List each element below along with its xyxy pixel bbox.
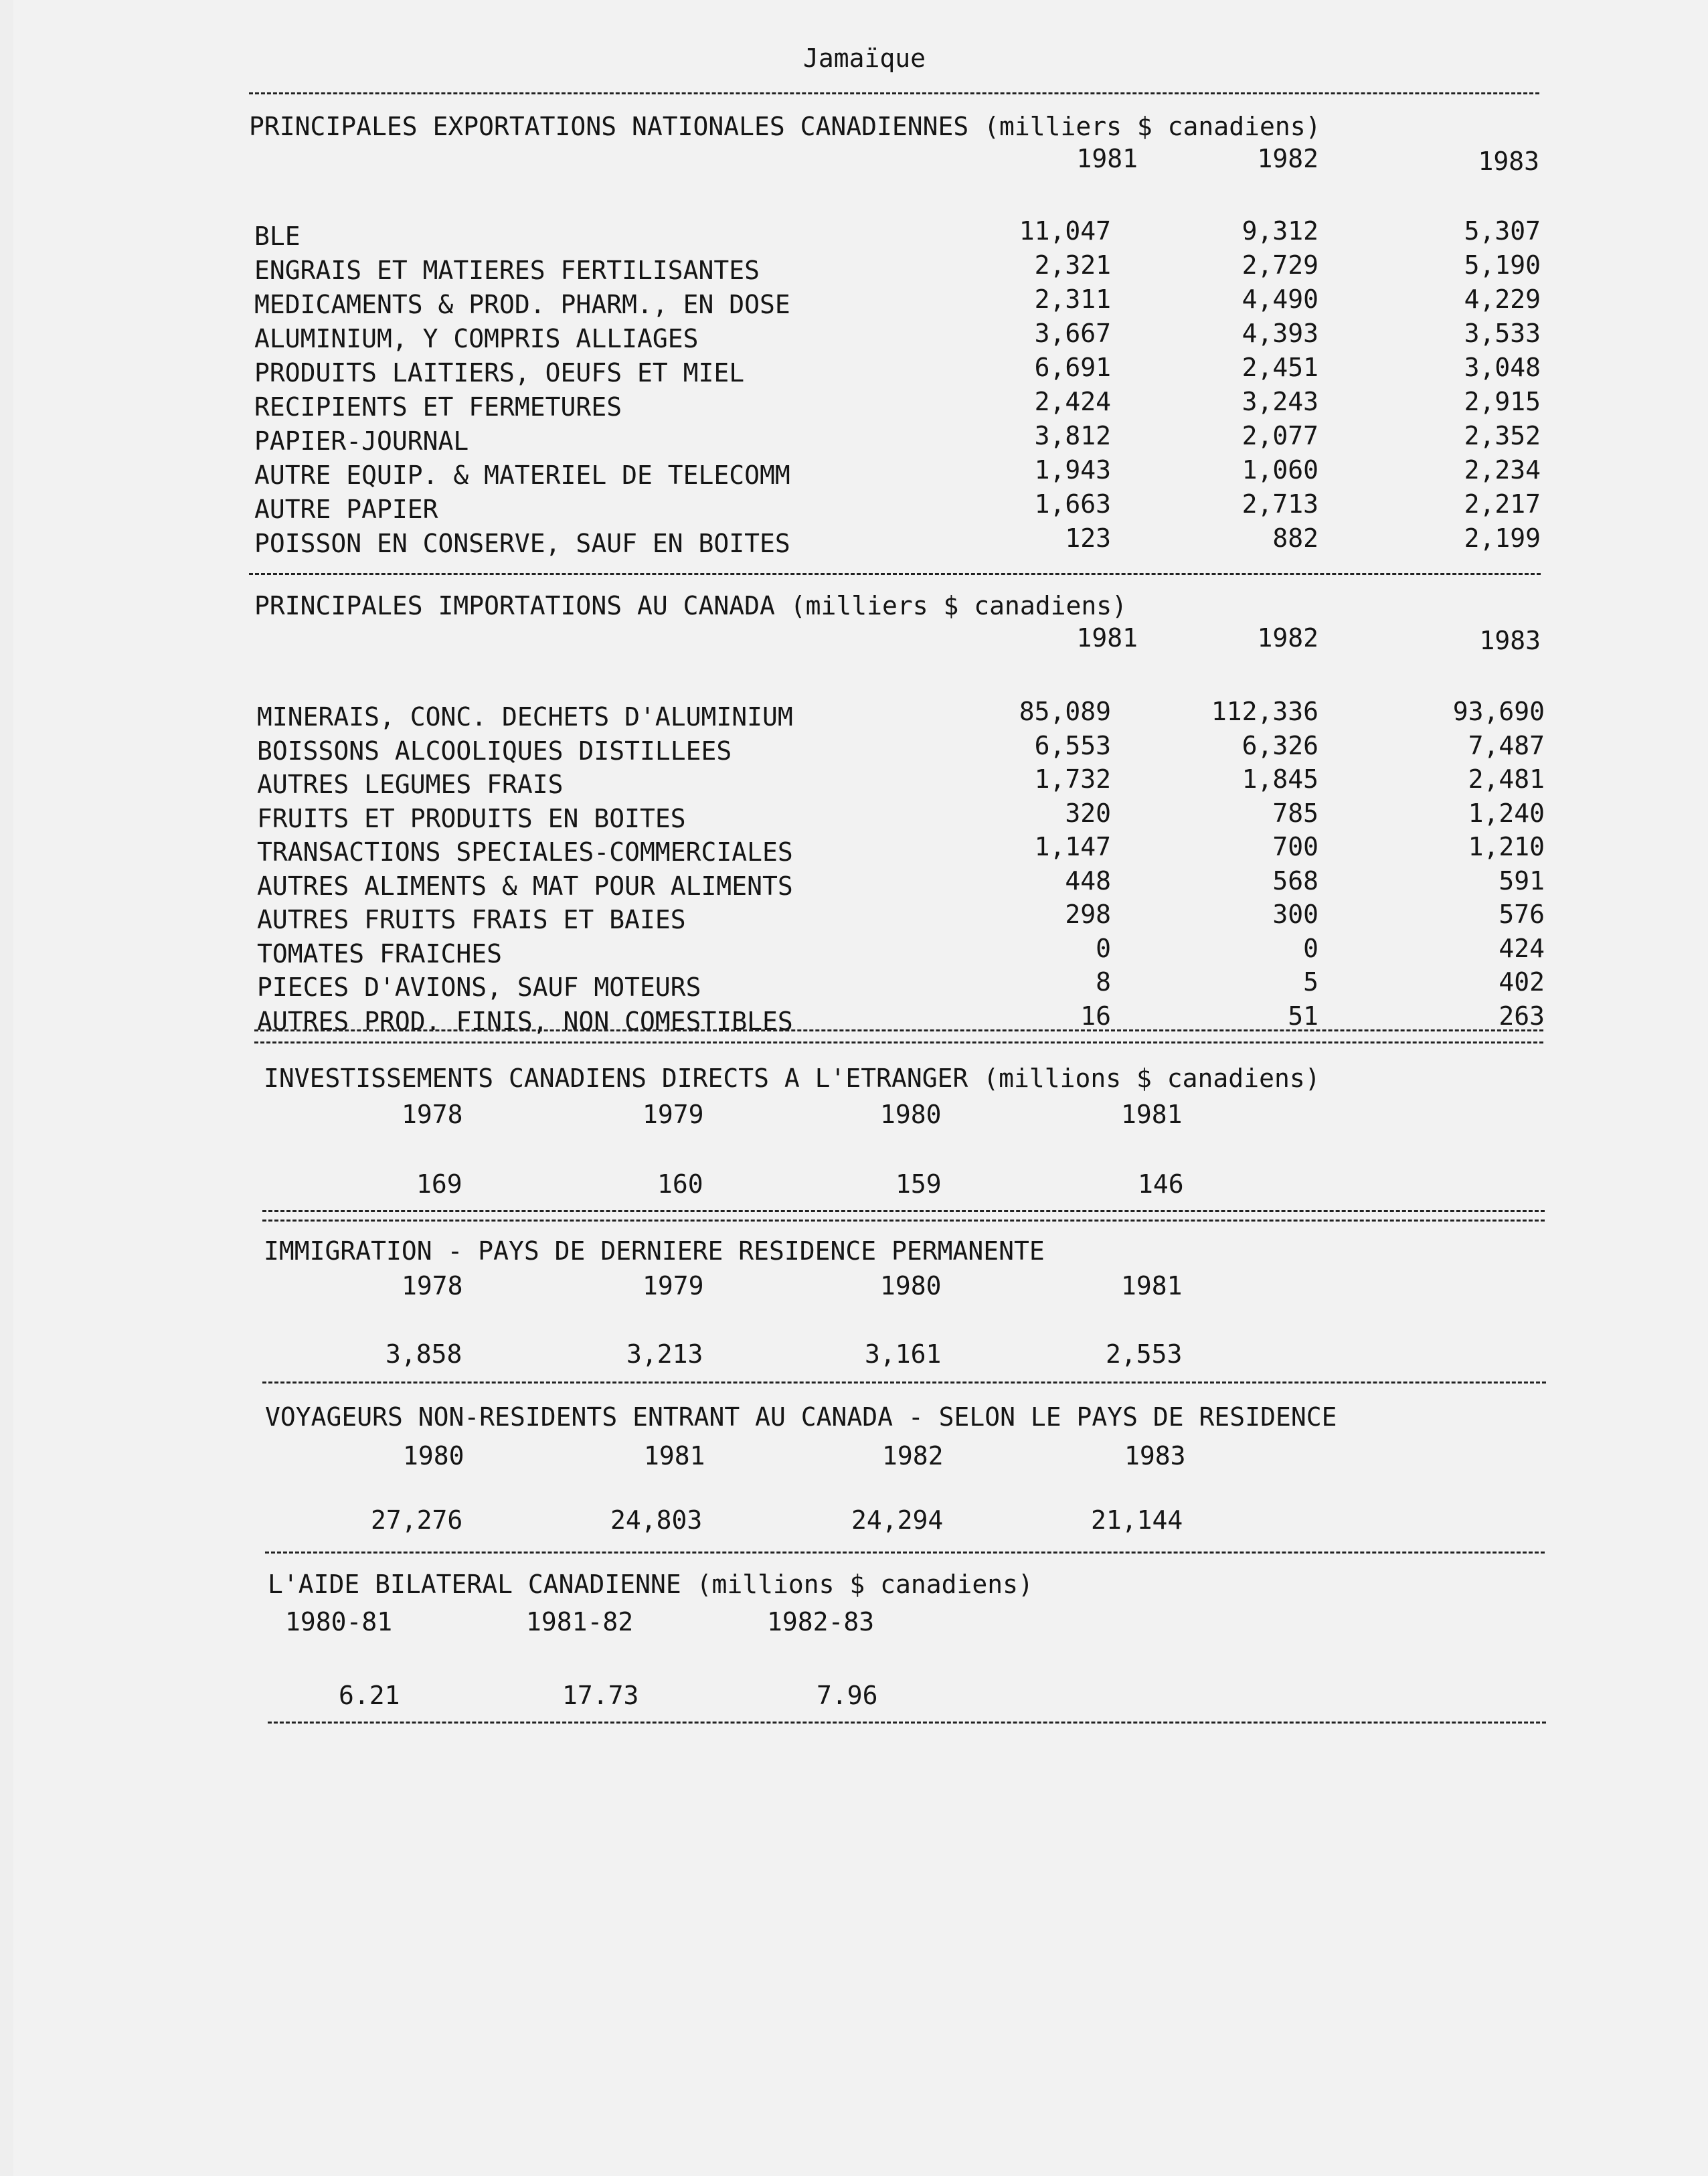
imports-row-value: 785 [1272,798,1318,828]
immigration-year: 1979 [643,1271,704,1301]
exports-row-value: 2,321 [1034,250,1111,280]
show-through [549,40,580,99]
exports-row-value: 1,060 [1242,455,1318,485]
exports-row-value: 2,915 [1464,387,1541,416]
exports-year-1: 1981 [1076,144,1138,173]
imports-row-value: 6,326 [1242,730,1318,760]
imports-row-label: MINERAIS, CONC. DECHETS D'ALUMINIUM [257,702,793,732]
imports-row-value: 5 [1303,967,1318,997]
exports-row-value: 3,048 [1464,353,1541,382]
exports-row-value: 3,812 [1034,421,1111,450]
imports-row-value: 402 [1499,967,1545,997]
travellers-year: 1981 [644,1441,705,1471]
imports-row-value: 1,732 [1034,764,1111,794]
exports-row-value: 5,190 [1464,250,1541,280]
travellers-title: VOYAGEURS NON-RESIDENTS ENTRANT AU CANADA - SELON LE PAYS DE RESIDENCE [265,1402,1337,1432]
exports-title: PRINCIPALES EXPORTATIONS NATIONALES CANADIENNES (milliers $ canadiens) [249,112,1321,141]
investments-value: 160 [657,1169,703,1199]
exports-row-label: POISSON EN CONSERVE, SAUF EN BOITES [254,529,790,558]
divider [262,1220,1545,1222]
travellers-year: 1982 [882,1441,944,1471]
investments-value: 146 [1138,1169,1184,1199]
imports-row-value: 93,690 [1452,697,1545,726]
divider [265,1552,1545,1554]
investments-year: 1981 [1121,1100,1183,1129]
divider [254,1029,1543,1031]
aid-year: 1981-82 [526,1607,634,1637]
investments-year: 1978 [402,1100,463,1129]
aid-year: 1982-83 [767,1607,875,1637]
exports-year-2: 1982 [1257,144,1318,173]
travellers-value: 21,144 [1091,1505,1183,1535]
exports-row-value: 4,229 [1464,284,1541,314]
imports-year-1: 1981 [1076,623,1138,653]
immigration-value: 2,553 [1106,1339,1183,1369]
travellers-value: 27,276 [371,1505,463,1535]
exports-row-label: ALUMINIUM, Y COMPRIS ALLIAGES [254,324,699,353]
imports-row-value: 2,481 [1468,764,1545,794]
divider [249,92,1539,94]
imports-row-value: 1,147 [1034,832,1111,861]
exports-row-value: 3,533 [1464,319,1541,348]
imports-row-value: 8 [1096,967,1111,997]
exports-row-label: MEDICAMENTS & PROD. PHARM., EN DOSE [254,290,790,319]
immigration-year: 1981 [1121,1271,1183,1301]
travellers-year: 1983 [1124,1441,1186,1471]
exports-row-value: 123 [1065,523,1111,553]
exports-row-value: 9,312 [1242,216,1318,246]
aid-value: 6.21 [339,1681,400,1710]
aid-value: 17.73 [562,1681,639,1710]
imports-row-value: 424 [1499,933,1545,963]
imports-row-value: 1,210 [1468,832,1545,861]
exports-row-value: 2,199 [1464,523,1541,553]
exports-row-value: 3,667 [1034,319,1111,348]
imports-row-value: 700 [1272,832,1318,861]
travellers-year: 1980 [403,1441,464,1471]
imports-row-label: TRANSACTIONS SPECIALES-COMMERCIALES [257,837,793,867]
imports-row-value: 568 [1272,865,1318,896]
divider [262,1210,1545,1212]
travellers-value: 24,294 [851,1505,944,1535]
exports-row-value: 3,243 [1242,387,1318,416]
divider [249,573,1541,575]
immigration-value: 3,161 [865,1339,942,1369]
exports-row-value: 2,217 [1464,489,1541,519]
imports-row-value: 112,336 [1211,697,1318,726]
imports-row-label: AUTRES LEGUMES FRAIS [257,770,564,799]
imports-title: PRINCIPALES IMPORTATIONS AU CANADA (milliers $ canadiens) [254,591,1128,620]
aid-title: L'AIDE BILATERAL CANADIENNE (millions $ canadiens) [268,1570,1033,1599]
exports-row-label: RECIPIENTS ET FERMETURES [254,392,622,422]
imports-row-value: 576 [1499,900,1545,929]
imports-row-value: 320 [1065,798,1111,828]
immigration-year: 1980 [880,1271,942,1301]
exports-row-value: 2,352 [1464,421,1541,450]
exports-row-value: 2,311 [1034,284,1111,314]
divider [262,1382,1546,1384]
exports-row-value: 11,047 [1019,216,1111,246]
page-header-country: Jamaïque [803,44,926,73]
investments-year: 1980 [880,1100,942,1129]
imports-row-value: 263 [1499,1001,1545,1031]
exports-year-3: 1983 [1478,147,1539,176]
imports-row-value: 0 [1303,933,1318,963]
exports-row-label: BLE [254,222,301,251]
exports-row-value: 1,943 [1034,455,1111,485]
exports-row-value: 2,451 [1242,353,1318,382]
exports-row-label: PAPIER-JOURNAL [254,426,469,456]
exports-row-label: AUTRE EQUIP. & MATERIEL DE TELECOMM [254,461,790,490]
imports-row-label: FRUITS ET PRODUITS EN BOITES [257,803,686,833]
imports-row-value: 6,553 [1034,730,1111,760]
imports-row-value: 1,240 [1468,798,1545,828]
exports-row-value: 1,663 [1034,489,1111,519]
exports-row-value: 2,077 [1242,421,1318,450]
imports-year-2: 1982 [1257,623,1318,653]
document-page [13,0,1708,2176]
exports-row-value: 5,307 [1464,216,1541,246]
exports-row-label: AUTRE PAPIER [254,495,438,524]
investments-value: 159 [895,1169,942,1199]
imports-row-value: 1,845 [1242,764,1318,794]
imports-year-3: 1983 [1479,626,1541,655]
imports-row-value: 448 [1065,865,1111,896]
immigration-year: 1978 [402,1271,463,1301]
exports-row-value: 2,234 [1464,455,1541,485]
immigration-title: IMMIGRATION - PAYS DE DERNIERE RESIDENCE PERMANENTE [264,1236,1045,1266]
exports-row-value: 2,729 [1242,250,1318,280]
immigration-value: 3,858 [386,1339,462,1369]
exports-row-value: 882 [1272,523,1318,553]
exports-row-value: 2,424 [1034,387,1111,416]
imports-row-value: 51 [1288,1001,1318,1031]
exports-row-value: 4,393 [1242,319,1318,348]
imports-row-label: PIECES D'AVIONS, SAUF MOTEURS [257,973,701,1002]
imports-row-value: 0 [1096,933,1111,963]
imports-row-label: BOISSONS ALCOOLIQUES DISTILLEES [257,736,732,766]
exports-row-label: PRODUITS LAITIERS, OEUFS ET MIEL [254,358,745,388]
imports-row-label: TOMATES FRAICHES [257,938,503,969]
imports-row-value: 7,487 [1468,730,1545,760]
travellers-value: 24,803 [610,1505,703,1535]
investments-title: INVESTISSEMENTS CANADIENS DIRECTS A L'ETRANGER (millions $ canadiens) [264,1064,1320,1093]
aid-year: 1980-81 [285,1607,393,1637]
aid-value: 7.96 [817,1681,878,1710]
imports-row-value: 85,089 [1019,697,1111,726]
imports-row-value: 16 [1080,1001,1111,1031]
exports-row-value: 6,691 [1034,353,1111,382]
imports-row-label: AUTRES PROD. FINIS, NON COMESTIBLES [257,1006,793,1036]
imports-row-value: 298 [1065,900,1111,929]
exports-row-value: 2,713 [1242,489,1318,519]
divider [268,1722,1546,1724]
imports-row-value: 591 [1499,865,1545,896]
exports-row-value: 4,490 [1242,284,1318,314]
investments-year: 1979 [643,1100,704,1129]
imports-row-label: AUTRES ALIMENTS & MAT POUR ALIMENTS [257,871,793,901]
investments-value: 169 [416,1169,462,1199]
imports-row-label: AUTRES FRUITS FRAIS ET BAIES [257,905,686,934]
immigration-value: 3,213 [626,1339,703,1369]
exports-row-label: ENGRAIS ET MATIERES FERTILISANTES [254,256,760,285]
imports-row-value: 300 [1272,900,1318,929]
divider [254,1041,1543,1043]
